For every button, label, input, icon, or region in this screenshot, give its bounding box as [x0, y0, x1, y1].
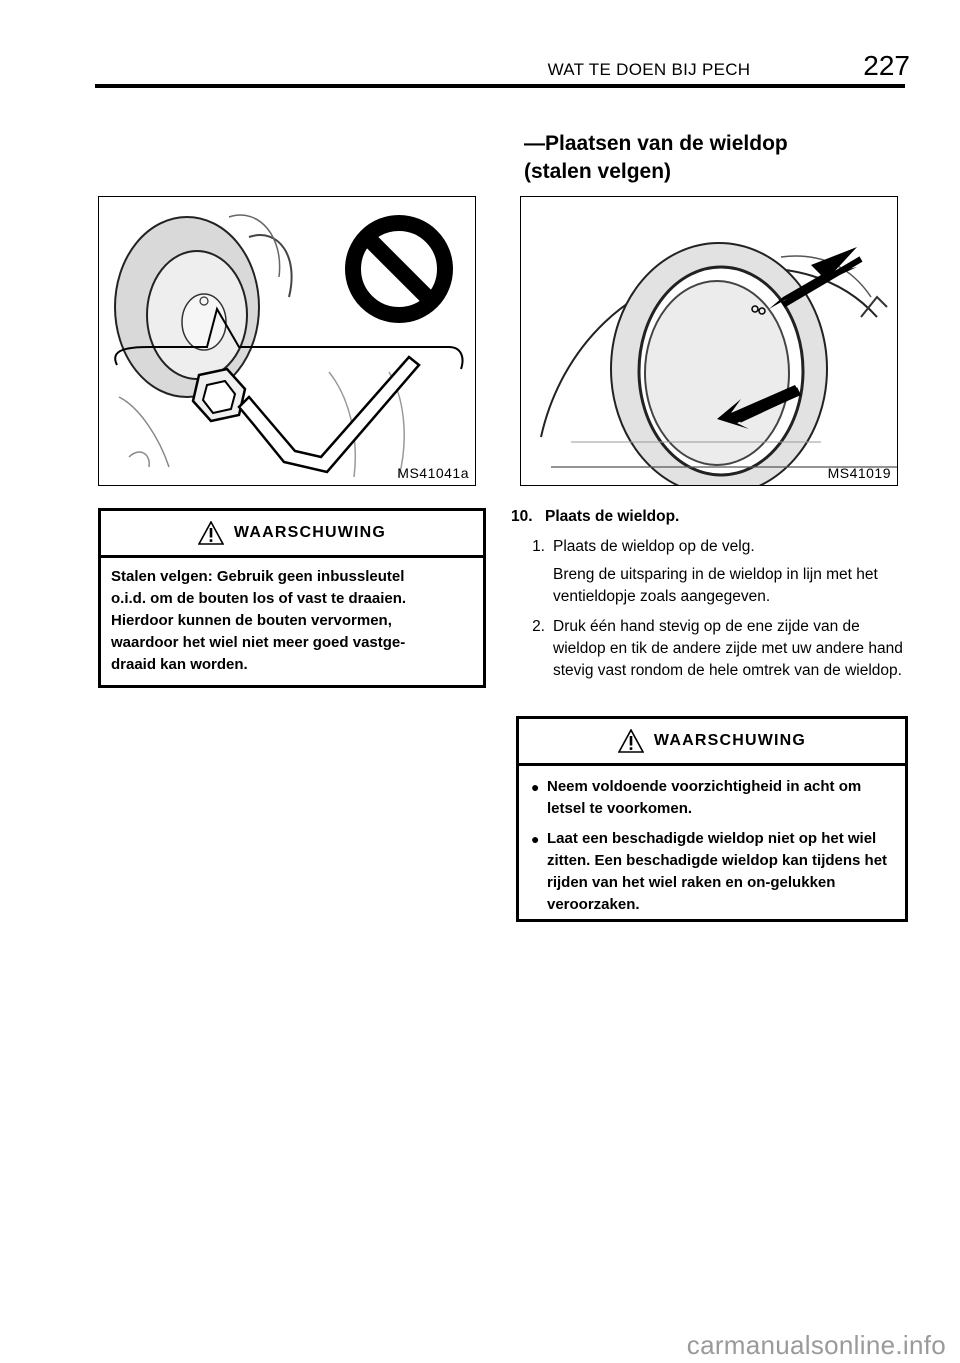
warning-box-right	[516, 716, 908, 922]
sub-step-number: 2.	[532, 618, 545, 635]
warning-bullet	[531, 776, 893, 820]
warning-line: Stalen velgen: Gebruik geen inbussleutel	[111, 568, 405, 585]
warning-header-left	[101, 511, 483, 558]
section-title-line-2: (stalen velgen)	[524, 160, 672, 183]
watermark-text: carmanualsonline.info	[686, 1330, 946, 1360]
step-list	[511, 506, 911, 682]
figure-code-left: MS41041a	[397, 465, 469, 481]
step-title: Plaats de wieldop.	[545, 508, 680, 525]
figure-code-right: MS41019	[827, 465, 891, 481]
warning-bullet-text: Neem voldoende voorzichtigheid in acht om letsel te voorkomen.	[547, 778, 862, 817]
warning-bullet-text: Laat een beschadigde wieldop niet op het wiel zitten. Een beschadigde wieldop kan tijdens het rijden van het wiel raken en on-gelukken veroorzaken.	[547, 830, 888, 913]
warning-line: waardoor het wiel niet meer goed vastge-	[111, 634, 406, 651]
step-heading	[511, 506, 911, 528]
warning-body-right	[519, 766, 905, 916]
bullet-icon: ●	[531, 831, 540, 847]
sub-step-text: Druk één hand stevig op de ene zijde van de wieldop en tik de andere zijde met uw andere hand stevig vast rondom de hele omtrek van de wieldop.	[553, 618, 903, 679]
sub-step-extra: Breng de uitsparing in de wieldop in lijn met het ventieldopje zoals aangegeven.	[553, 566, 878, 605]
warning-header-right	[519, 719, 905, 766]
sub-step-number: 1.	[532, 538, 545, 555]
warning-body-left	[101, 558, 483, 676]
warning-title-right: WAARSCHUWING	[653, 732, 807, 749]
warning-title-left: WAARSCHUWING	[233, 524, 387, 541]
section-title-line-1: —Plaatsen van de wieldop	[524, 132, 788, 155]
running-header: WAT TE DOEN BIJ PECH	[547, 60, 751, 79]
sub-step	[511, 536, 911, 558]
warning-triangle-icon	[618, 729, 644, 753]
header-rule	[95, 84, 905, 88]
sub-step-text: Plaats de wieldop op de velg.	[553, 538, 755, 555]
hubcap-illustration	[521, 197, 897, 485]
warning-bullet	[531, 828, 893, 916]
warning-box-left	[98, 508, 486, 688]
warning-line: o.i.d. om de bouten los of vast te draaien.	[111, 590, 407, 607]
hex-key-illustration	[99, 197, 475, 485]
bullet-icon: ●	[531, 779, 540, 795]
figure-hubcap	[520, 196, 898, 486]
section-title	[524, 130, 904, 186]
warning-line: Hierdoor kunnen de bouten vervormen,	[111, 612, 392, 629]
page-number: 227	[863, 50, 910, 81]
sub-step	[511, 616, 911, 682]
warning-triangle-icon	[198, 521, 224, 545]
warning-line: draaid kan worden.	[111, 656, 248, 673]
figure-hex-key-prohibited	[98, 196, 476, 486]
step-number: 10.	[511, 508, 533, 525]
